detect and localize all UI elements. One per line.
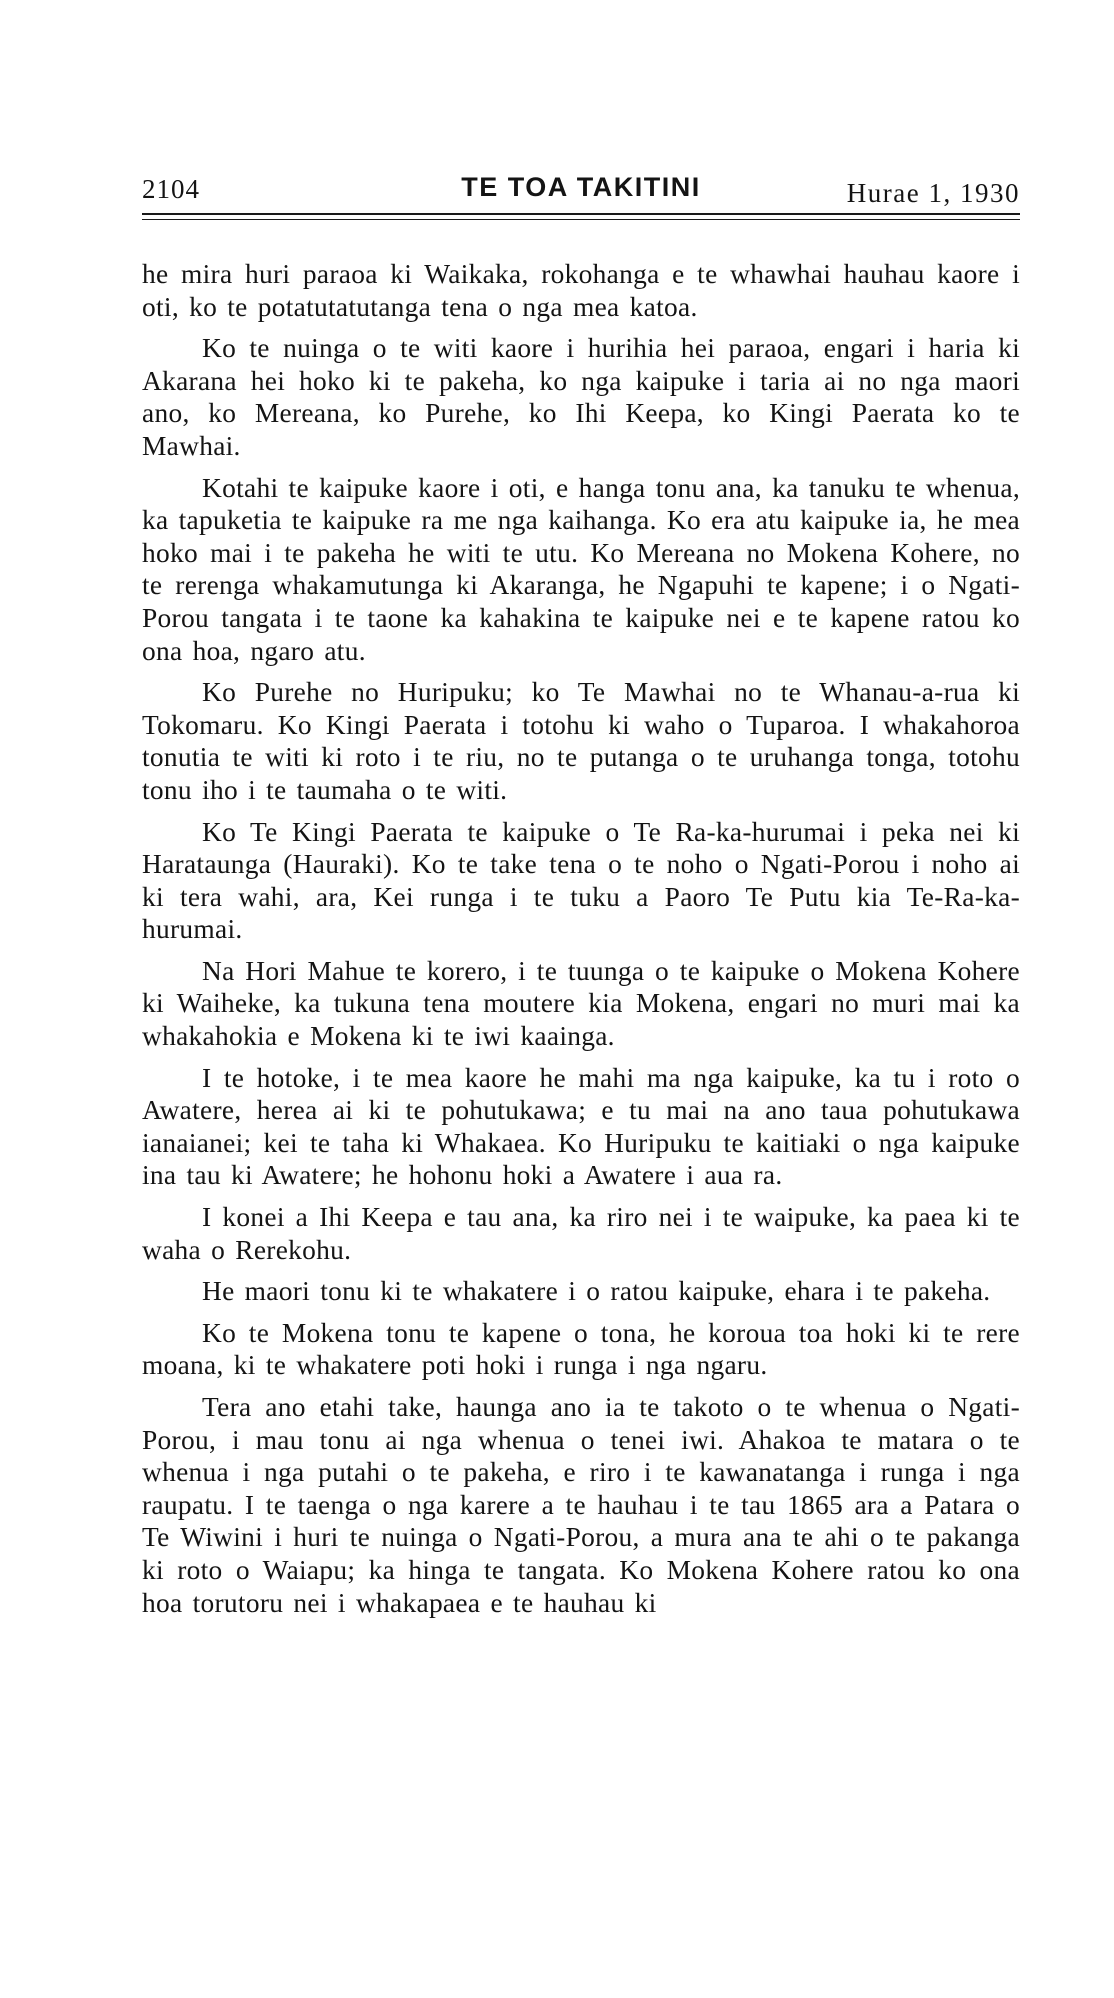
page-number: 2104 — [142, 174, 200, 204]
paragraph: Ko Purehe no Huripuku; ko Te Mawhai no te Whanau-a-rua ki Tokomaru. Ko Kingi Paerata i totohu ki waho o Tuparoa. I whakahoroa tonutia te witi ki roto i te riu, no te putanga o te uruhanga tonga, totohu tonu iho i te taumaha o te witi. — [142, 677, 1020, 805]
page-header — [142, 172, 1020, 212]
paragraph: Tera ano etahi take, haunga ano ia te takoto o te whenua o Ngati-Porou, i mau tonu ai nga whenua o tenei iwi. Ahakoa te matara o te whenua i nga putahi o te pakeha, e riro i te kawanatanga i runga i nga raupatu. I te taenga o nga karere a te hauhau i te tau 1865 ara a Patara o Te Wiwini i huri te nuinga o Ngati-Porou, a mura ana te ahi o te pakanga ki roto o Waiapu; ka hinga te tangata. Ko Mokena Kohere ratou ko ona hoa torutoru nei i whakapaea e te hauhau ki — [142, 1392, 1020, 1618]
paragraph: Na Hori Mahue te korero, i te tuunga o te kaipuke o Mokena Kohere ki Waiheke, ka tukuna tena moutere kia Mokena, engari no muri mai ka whakahokia e Mokena ki te iwi kaainga. — [142, 955, 1020, 1052]
paragraph: I te hotoke, i te mea kaore he mahi ma nga kaipuke, ka tu i roto o Awatere, herea ai ki te pohutukawa; e tu mai na ano taua pohutukawa ianaianei; kei te taha ki Whakaea. Ko Huripuku te kaitiaki o nga kaipuke ina tau ki Awatere; he hohonu hoki a Awatere i aua ra. — [142, 1062, 1020, 1191]
header-rule-thick — [142, 213, 1020, 215]
article-body — [142, 258, 1020, 1628]
paragraph: Ko Te Kingi Paerata te kaipuke o Te Ra-ka-hurumai i peka nei ki Harataunga (Hauraki). Ko te take tena o te noho o Ngati-Porou i noho ai ki tera wahi, ara, Kei runga i te tuku a Paoro Te Putu kia Te-Ra-ka-hurumai. — [142, 816, 1020, 945]
header-rule-thin — [142, 219, 1020, 220]
paragraph: I konei a Ihi Keepa e tau ana, ka riro nei i te waipuke, ka paea ki te waha o Rerekohu. — [142, 1202, 1020, 1265]
paragraph: He maori tonu ki te whakatere i o ratou kaipuke, ehara i te pakeha. — [202, 1276, 991, 1307]
paragraph: Ko te nuinga o te witi kaore i hurihia hei paraoa, engari i haria ki Akarana hei hoko ki te pakeha, ko nga kaipuke i taria ai no nga maori ano, ko Mereana, ko Purehe, ko Ihi Keepa, ko Kingi Paerata ko te Mawhai. — [142, 333, 1020, 461]
paragraph: Kotahi te kaipuke kaore i oti, e hanga tonu ana, ka tanuku te whenua, ka tapuketia te kaipuke ra me nga kaihanga. Ko era atu kaipuke ia, he mea hoko mai i te pakeha he witi te utu. Ko Mereana no Mokena Kohere, no te rerenga whakamutunga ki Akaranga, he Ngapuhi te kapene; i o Ngati-Porou tangata i te taone ka kahakina te kaipuke nei e te kapene ratou ko ona hoa, ngaro atu. — [142, 472, 1020, 666]
journal-title: TE TOA TAKITINI — [461, 172, 701, 202]
issue-date: Hurae 1, 1930 — [846, 178, 1020, 208]
paragraph: Ko te Mokena tonu te kapene o tona, he koroua toa hoki ki te rere moana, ki te whakatere poti hoki i runga i nga ngaru. — [142, 1317, 1020, 1381]
paragraph: he mira huri paraoa ki Waikaka, rokohanga e te whawhai hauhau kaore i oti, ko te potatutatutanga tena o nga mea katoa. — [142, 259, 1020, 322]
